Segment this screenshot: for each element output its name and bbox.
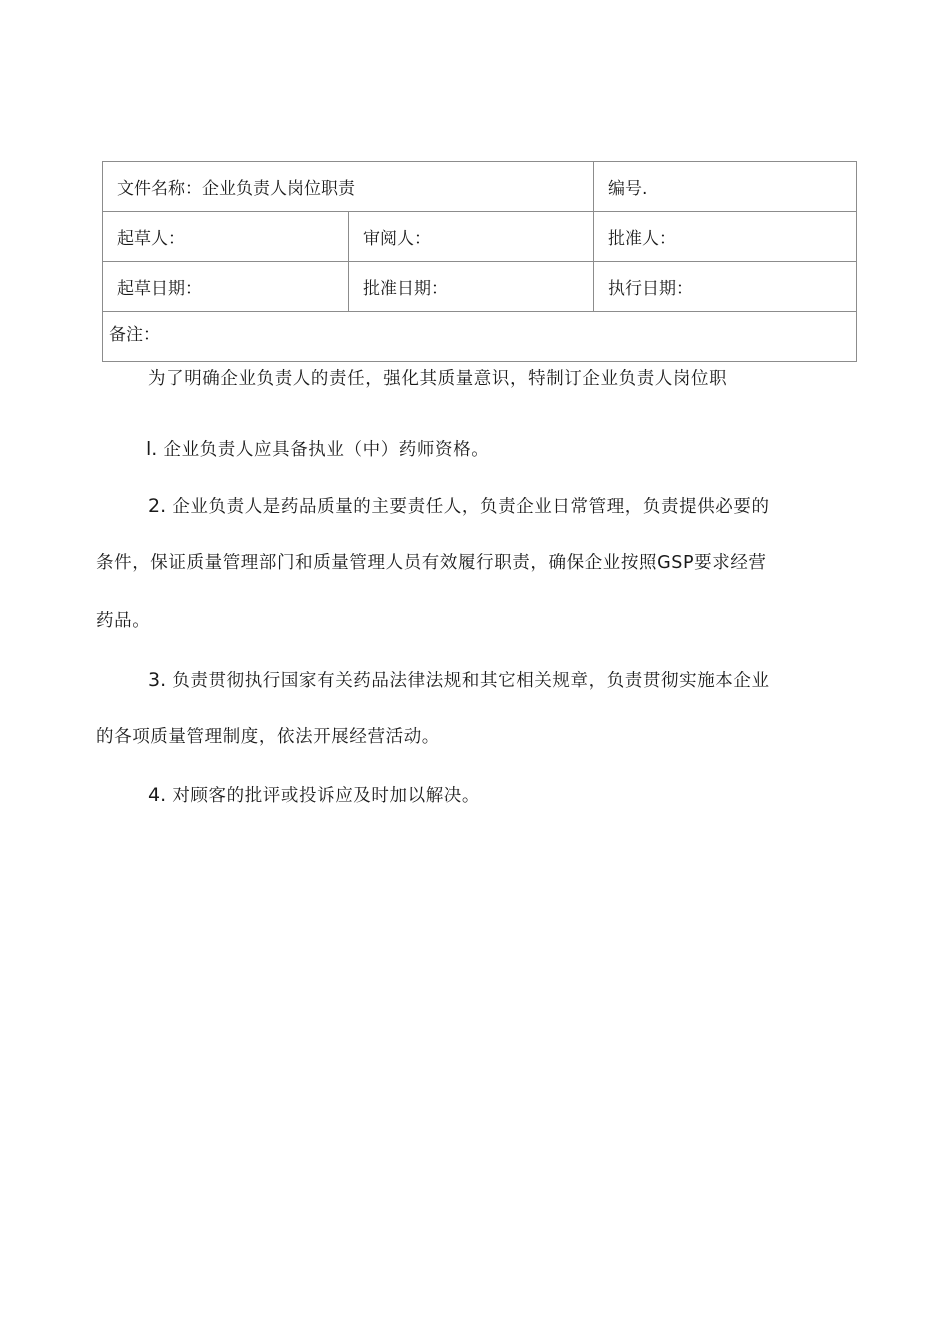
list-item-2-line-3: 药品。 xyxy=(96,611,151,631)
item-1-number: l. xyxy=(146,438,158,460)
table-row xyxy=(103,212,857,262)
document-header-table xyxy=(102,161,857,362)
item-4-number: 4. xyxy=(148,784,167,806)
item-4-text: 对顾客的批评或投诉应及时加以解决。 xyxy=(172,786,481,806)
list-item-1 xyxy=(146,440,489,460)
approver-cell: 批准人： xyxy=(594,212,857,262)
document-number-cell: 编号. xyxy=(594,162,857,212)
list-item-2-line-2: 条件，保证质量管理部门和质量管理人员有效履行职责，确保企业按照GSP要求经营 xyxy=(96,553,767,573)
effective-date-cell: 执行日期： xyxy=(594,262,857,312)
reviewer-cell: 审阅人： xyxy=(349,212,594,262)
intro-paragraph: 为了明确企业负责人的责任，强化其质量意识，特制订企业负责人岗位职 xyxy=(148,369,728,389)
list-item-2-line-1 xyxy=(148,497,770,517)
drafter-cell: 起草人： xyxy=(103,212,349,262)
list-item-3-line-2: 的各项质量管理制度，依法开展经营活动。 xyxy=(96,727,440,747)
approve-date-cell: 批准日期： xyxy=(349,262,594,312)
item-2-number: 2. xyxy=(148,495,167,517)
draft-date-cell: 起草日期： xyxy=(103,262,349,312)
item-2-text-line-1: 企业负责人是药品质量的主要责任人，负责企业日常管理，负责提供必要的 xyxy=(172,497,770,517)
list-item-3-line-1 xyxy=(148,671,770,691)
item-3-number: 3. xyxy=(148,669,167,691)
file-name-cell: 文件名称：企业负责人岗位职责 xyxy=(103,162,594,212)
remarks-cell: 备注： xyxy=(103,312,857,362)
table-row xyxy=(103,312,857,362)
list-item-4 xyxy=(148,786,480,806)
item-3-text-line-1: 负责贯彻执行国家有关药品法律法规和其它相关规章，负责贯彻实施本企业 xyxy=(172,671,770,691)
table-row xyxy=(103,162,857,212)
item-1-text: 企业负责人应具备执业（中）药师资格。 xyxy=(163,440,490,460)
table-row xyxy=(103,262,857,312)
